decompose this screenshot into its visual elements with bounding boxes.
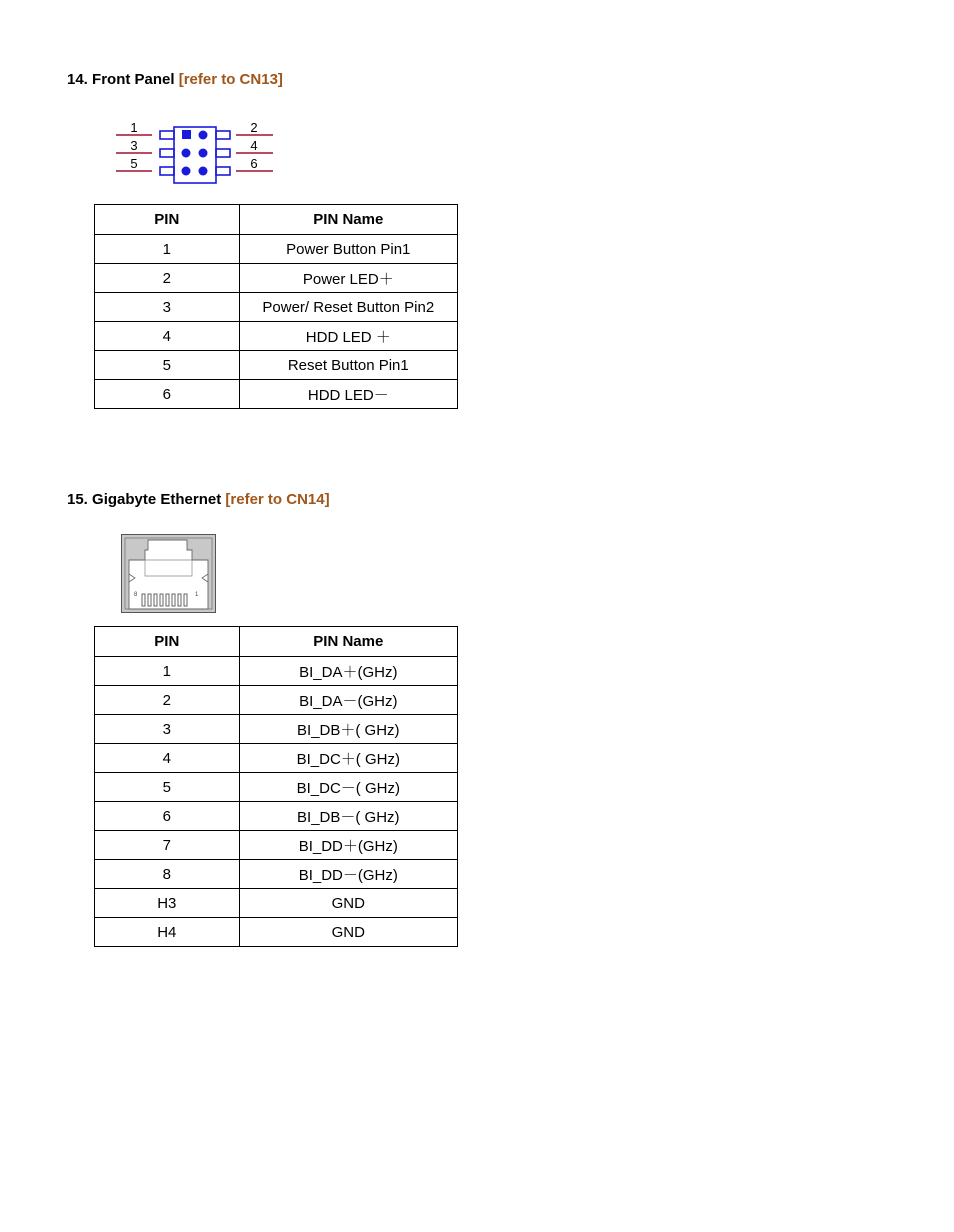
pin-label: 6	[250, 156, 258, 171]
column-header-pin: PIN	[95, 205, 240, 235]
table-row	[95, 380, 458, 409]
pin-name-cell: Reset Button Pin1	[239, 351, 457, 380]
table-row	[95, 715, 458, 744]
pin-cell: 3	[95, 715, 240, 744]
pin-name-cell: BI_DC－( GHz)	[239, 773, 457, 802]
pin-name-cell: GND	[239, 918, 457, 947]
column-header-pin: PIN	[95, 627, 240, 657]
table-row	[95, 686, 458, 715]
pin-cell: 2	[95, 686, 240, 715]
pin-cell: 3	[95, 293, 240, 322]
pin-name-cell: BI_DB＋( GHz)	[239, 715, 457, 744]
section-number: 14.	[67, 71, 88, 88]
table-row	[95, 264, 458, 293]
table-row	[95, 802, 458, 831]
table-row	[95, 889, 458, 918]
table-row	[95, 351, 458, 380]
table-row	[95, 322, 458, 351]
pin-name-cell: GND	[239, 889, 457, 918]
front-panel-pin-table	[94, 204, 458, 409]
pin-name-cell: HDD LED ＋	[239, 322, 457, 351]
pin-cell: 8	[95, 860, 240, 889]
pin-name-cell: BI_DA＋(GHz)	[239, 657, 457, 686]
table-row	[95, 235, 458, 264]
table-row	[95, 657, 458, 686]
front-panel-connector-icon	[112, 118, 277, 188]
pin-cell: 6	[95, 380, 240, 409]
pin-label: 3	[130, 138, 138, 153]
pin-label: 4	[250, 138, 258, 153]
table-row	[95, 918, 458, 947]
pin-name-cell: BI_DD＋(GHz)	[239, 831, 457, 860]
column-header-pin-name: PIN Name	[239, 205, 457, 235]
pin-cell: H4	[95, 918, 240, 947]
section-heading-front-panel	[67, 71, 283, 88]
table-row	[95, 744, 458, 773]
pin-cell: 1	[95, 657, 240, 686]
section-title: Gigabyte Ethernet	[92, 491, 222, 508]
table-row	[95, 773, 458, 802]
pin-label: 8	[134, 592, 138, 598]
pin-cell: 2	[95, 264, 240, 293]
pin-label: 2	[250, 120, 258, 135]
section-heading-gigabyte-ethernet	[67, 491, 330, 508]
pin-cell: 4	[95, 744, 240, 773]
table-header-row	[95, 205, 458, 235]
pin-cell: 5	[95, 351, 240, 380]
pin-name-cell: BI_DB－( GHz)	[239, 802, 457, 831]
pin-name-cell: HDD LED－	[239, 380, 457, 409]
table-row	[95, 293, 458, 322]
table-row	[95, 860, 458, 889]
pin-label: 1	[195, 592, 199, 598]
pin-cell: 7	[95, 831, 240, 860]
section-ref: [refer to CN13]	[178, 71, 283, 88]
pin-name-cell: BI_DD－(GHz)	[239, 860, 457, 889]
rj45-connector-icon	[121, 534, 217, 614]
table-header-row	[95, 627, 458, 657]
pin-cell: 6	[95, 802, 240, 831]
table-row	[95, 831, 458, 860]
ethernet-pin-table	[94, 626, 458, 947]
pin-cell: 1	[95, 235, 240, 264]
pin-name-cell: Power Button Pin1	[239, 235, 457, 264]
section-ref: [refer to CN14]	[225, 491, 330, 508]
pin-cell: 5	[95, 773, 240, 802]
pin-cell: 4	[95, 322, 240, 351]
pin-name-cell: BI_DA－(GHz)	[239, 686, 457, 715]
pin-cell: H3	[95, 889, 240, 918]
pin-name-cell: BI_DC＋( GHz)	[239, 744, 457, 773]
section-title: Front Panel	[92, 71, 175, 88]
pin-name-cell: Power/ Reset Button Pin2	[239, 293, 457, 322]
pin-label: 1	[130, 120, 138, 135]
section-number: 15.	[67, 491, 88, 508]
pin-label: 5	[130, 156, 138, 171]
column-header-pin-name: PIN Name	[239, 627, 457, 657]
pin-name-cell: Power LED＋	[239, 264, 457, 293]
